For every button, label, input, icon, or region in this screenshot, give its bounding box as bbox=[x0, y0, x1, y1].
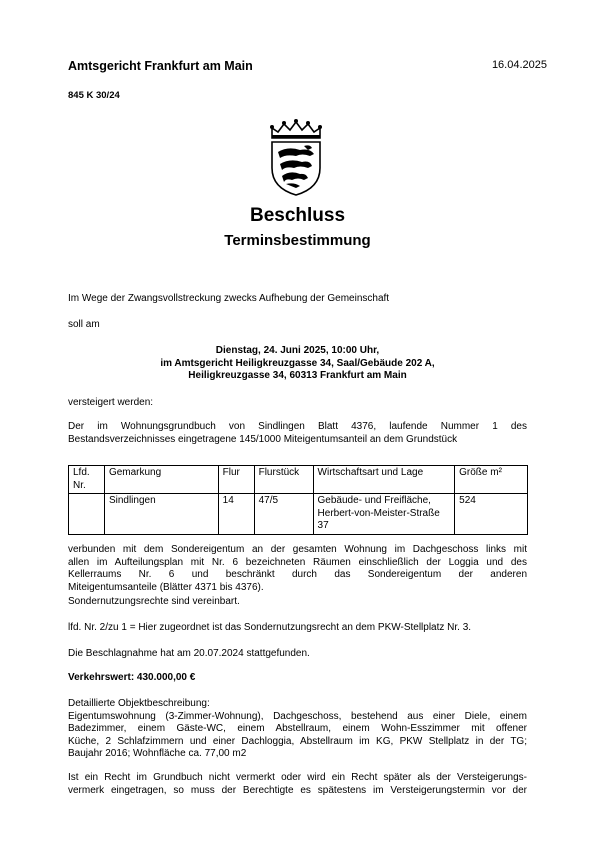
col-header-flur: Flur bbox=[218, 466, 254, 494]
objekt-line: Küche, 2 Schlafzimmern und einer Dachloggia, Abstellraum im KG, PKW Stellplatz in der TG; bbox=[68, 735, 527, 747]
hessen-lion-crest-icon bbox=[266, 118, 326, 196]
auction-location: im Amtsgericht Heiligkreuzgasse 34, Saal/Gebäude 202 A, bbox=[160, 357, 435, 369]
recht-line: Ist ein Recht im Grundbuch nicht vermerkt oder wird ein Recht später als der Versteigerungs- bbox=[68, 772, 527, 783]
document-subtitle: Terminsbestimmung bbox=[224, 232, 371, 249]
beschlagnahme-text: Die Beschlagnahme hat am 20.07.2024 stattgefunden. bbox=[68, 648, 310, 659]
table-row bbox=[69, 494, 528, 535]
auction-date-block bbox=[0, 345, 595, 383]
sondereigentum-text bbox=[68, 544, 527, 594]
auction-date: Dienstag, 24. Juni 2025, 10:00 Uhr, bbox=[215, 345, 380, 356]
grundbuch-line: Bestandsverzeichnisses eingetragene 145/1000 Miteigentumsanteil an dem Grundstück bbox=[68, 433, 458, 445]
verkehrswert-text: Verkehrswert: 430.000,00 € bbox=[68, 672, 196, 683]
cell-flurstueck: 47/5 bbox=[254, 494, 313, 535]
sondernutzung-text: Sondernutzungsrechte sind vereinbart. bbox=[68, 596, 240, 607]
cell-groesse: 524 bbox=[455, 494, 528, 535]
table-header-row bbox=[69, 466, 528, 494]
sondereigentum-line: verbunden mit dem Sondereigentum an der gesamten Wohnung im Dachgeschoss links mit bbox=[68, 544, 527, 555]
objekt-line: Badezimmer, einem Gäste-WC, einem Abstellraum, einem Wohn-Esszimmer mit offener bbox=[68, 723, 527, 734]
auction-address: Heiligkreuzgasse 34, 60313 Frankfurt am Main bbox=[188, 370, 407, 381]
objektbeschreibung bbox=[68, 698, 527, 761]
stellplatz-text: lfd. Nr. 2/zu 1 = Hier zugeordnet ist das Sondernutzungsrecht an dem PKW-Stellplatz Nr. 3. bbox=[68, 622, 472, 633]
cell-lage: Gebäude- und Freifläche, Herbert-von-Meister-Straße 37 bbox=[313, 494, 455, 535]
soll-am-text: soll am bbox=[68, 319, 100, 330]
objekt-line: Baujahr 2016; Wohnfläche ca. 77,00 m2 bbox=[68, 748, 247, 759]
grundbuch-line: Der im Wohnungsgrundbuch von Sindlingen Blatt 4376, laufende Nummer 1 des bbox=[68, 421, 527, 432]
recht-line: vermerk eingetragen, so muss der Berechtigte es spätestens im Versteigerungstermin vor der bbox=[68, 784, 527, 796]
document-date: 16.04.2025 bbox=[491, 59, 547, 71]
case-number: 845 K 30/24 bbox=[68, 90, 120, 101]
versteigert-text: versteigert werden: bbox=[68, 397, 154, 408]
property-table bbox=[68, 465, 528, 535]
cell-flur: 14 bbox=[218, 494, 254, 535]
col-header-groesse: Größe m² bbox=[455, 466, 528, 494]
col-header-flurstueck: Flurstück bbox=[254, 466, 313, 494]
col-header-lage: Wirtschaftsart und Lage bbox=[313, 466, 455, 494]
objekt-heading: Detaillierte Objektbeschreibung: bbox=[68, 698, 210, 709]
objekt-line: Eigentumswohnung (3-Zimmer-Wohnung), Dachgeschoss, bestehend aus einer Diele, einem bbox=[68, 710, 527, 722]
cell-lfd bbox=[69, 494, 105, 535]
court-name: Amtsgericht Frankfurt am Main bbox=[68, 59, 253, 73]
col-header-gemarkung: Gemarkung bbox=[104, 466, 218, 494]
sondereigentum-line: Miteigentumsanteile (Blätter 4371 bis 4376). bbox=[68, 581, 264, 593]
cell-gemarkung: Sindlingen bbox=[104, 494, 218, 535]
document-title: Beschluss bbox=[249, 205, 346, 226]
col-header-lfd: Lfd. Nr. bbox=[69, 466, 105, 494]
recht-text bbox=[68, 772, 527, 797]
sondereigentum-line: Kellerraums Nr. 6 und beschränkt durch das Sondereigentum der anderen bbox=[68, 569, 527, 580]
grundbuch-text bbox=[68, 421, 527, 446]
intro-text: Im Wege der Zwangsvollstreckung zwecks Aufhebung der Gemeinschaft bbox=[68, 293, 390, 304]
sondereigentum-line: allen im Aufteilungsplan mit Nr. 6 bezeichneten Räumen einschließlich der Loggia und des bbox=[68, 556, 527, 568]
